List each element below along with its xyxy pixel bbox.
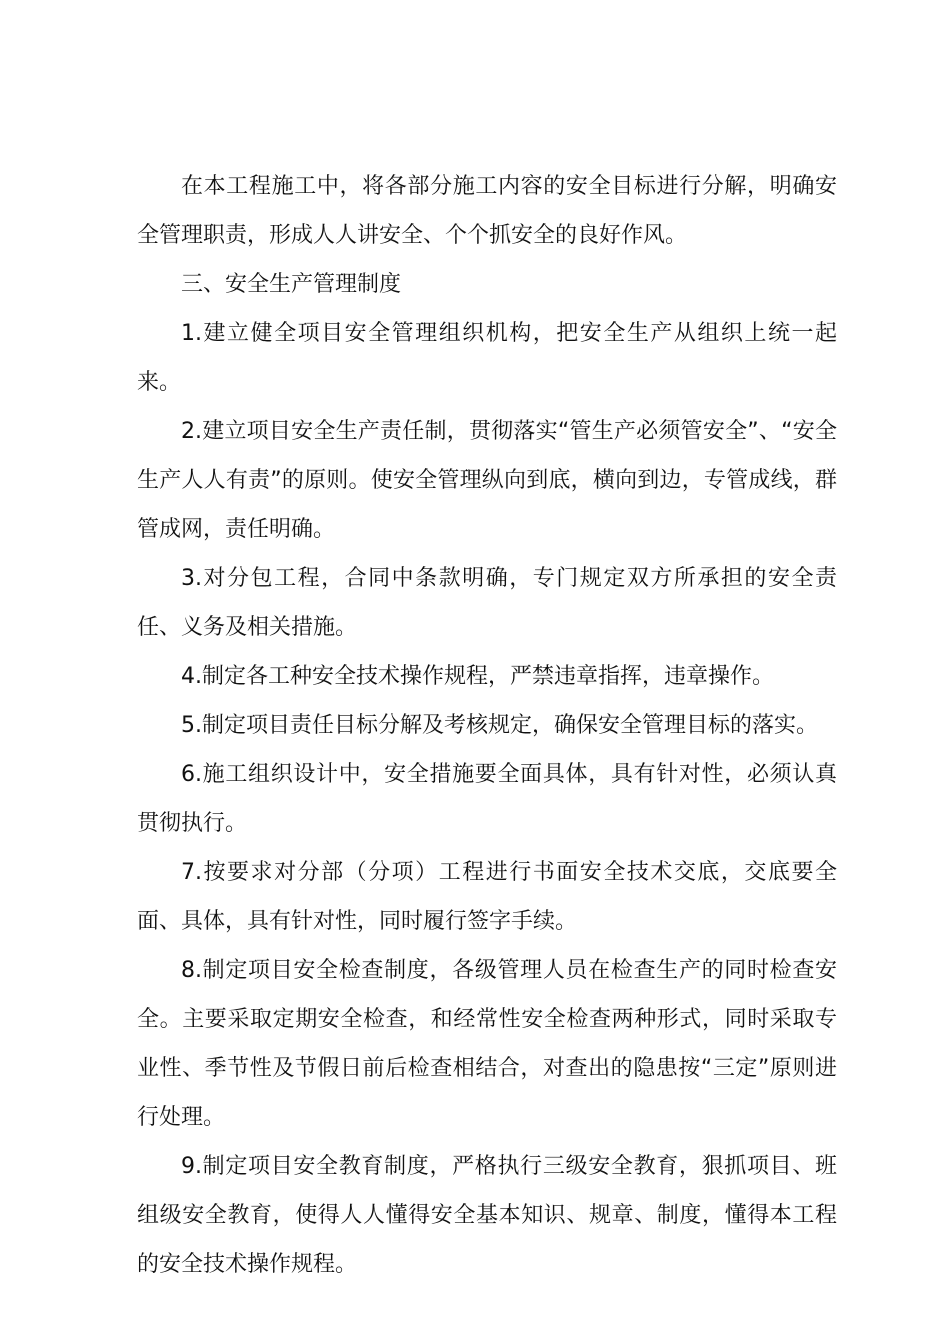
- paragraph-intro: 在本工程施工中，将各部分施工内容的安全目标进行分解，明确安全管理职责，形成人人讲安全、个个抓安全的良好作风。: [137, 174, 837, 248]
- paragraph-item-3: 3.对分包工程，合同中条款明确，专门规定双方所承担的安全责任、义务及相关措施。: [137, 566, 837, 640]
- paragraph-item-9: 9.制定项目安全教育制度，严格执行三级安全教育，狠抓项目、班组级安全教育，使得人人懂得安全基本知识、规章、制度，懂得本工程的安全技术操作规程。: [137, 1154, 837, 1277]
- paragraph-item-7: 7.按要求对分部（分项）工程进行书面安全技术交底，交底要全面、具体，具有针对性，同时履行签字手续。: [137, 860, 837, 934]
- paragraph-item-1: 1.建立健全项目安全管理组织机构，把安全生产从组织上统一起来。: [137, 321, 837, 395]
- paragraph-item-6: 6.施工组织设计中，安全措施要全面具体，具有针对性，必须认真贯彻执行。: [137, 762, 837, 836]
- paragraph-item-4: 4.制定各工种安全技术操作规程，严禁违章指挥，违章操作。: [181, 664, 774, 689]
- paragraph-item-2: 2.建立项目安全生产责任制，贯彻落实“管生产必须管安全”、“安全生产人人有责”的原则。使安全管理纵向到底，横向到边，专管成线，群管成网，责任明确。: [137, 419, 837, 542]
- document-body: [137, 162, 837, 1289]
- paragraph-item-8: 8.制定项目安全检查制度，各级管理人员在检查生产的同时检查安全。主要采取定期安全检查，和经常性安全检查两种形式，同时采取专业性、季节性及节假日前后检查相结合，对查出的隐患按“三定”原则进行处理。: [137, 958, 837, 1130]
- paragraph-item-5: 5.制定项目责任目标分解及考核规定，确保安全管理目标的落实。: [181, 713, 818, 738]
- section-heading: 三、安全生产管理制度: [181, 272, 402, 297]
